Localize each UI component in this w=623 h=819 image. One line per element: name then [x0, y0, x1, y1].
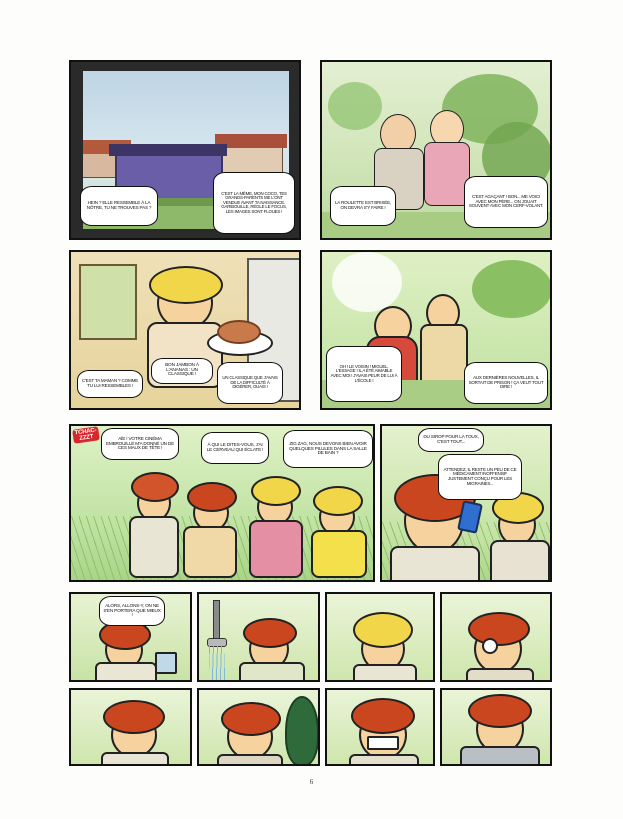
comic-panel-13: [325, 688, 435, 766]
panel8-shower-pipe: [213, 600, 220, 642]
speech-balloon: AUX DERNIÈRES NOUVELLES, IL SORTAIT DE PRISON ! ÇA VEUT TOUT DIRE !: [464, 362, 548, 404]
panel14-character-body: [460, 746, 540, 766]
speech-balloon: HEIN ? ELLE RESSEMBLE À LA NÔTRE, TU NE TROUVES PAS ?: [80, 186, 158, 226]
speech-balloon: ALORS, ALLONS-Y, ON NE S'EN PORTERA QUE MIEUX !: [99, 596, 165, 626]
page-number: 6: [309, 778, 314, 786]
comic-panel-5: [69, 424, 375, 582]
comic-panel-12: [197, 688, 320, 766]
panel11-character-body: [101, 752, 169, 766]
panel5-character1-hair: [131, 472, 179, 502]
panel3-ham: [217, 320, 261, 344]
panel13-teeth: [367, 736, 399, 750]
panel5-character3-body: [249, 520, 303, 578]
comic-panel-11: [69, 688, 192, 766]
panel4-foliage: [472, 260, 552, 318]
comic-panel-9: [325, 592, 435, 682]
speech-balloon: C'EST AGAÇANT ! BON... ME VOICI AVEC MON PÈRE... ON JOUAIT SOUVENT AVEC MON CERF-VOLANT.: [464, 176, 548, 228]
panel8-character-body: [239, 662, 305, 682]
panel5-character2-body: [183, 526, 237, 578]
comic-panel-8: [197, 592, 320, 682]
comic-panel-3: [69, 250, 301, 410]
panel14-character-hair: [468, 694, 532, 728]
panel6-character-body: [390, 546, 480, 582]
speech-balloon: ATTENDEZ, IL RESTE UN PEU DE CE MÉDICAMENT INOFFENSIF JUSTEMENT CONÇU POUR LES MIGRAINES...: [438, 454, 522, 500]
panel8-water-spray: [209, 646, 225, 680]
comic-panel-2: [320, 60, 552, 240]
speech-balloon: C'EST TA MAMAN ? COMME TU LUI RESSEMBLES !: [77, 370, 143, 398]
panel2-foliage: [328, 82, 382, 130]
speech-balloon: C'EST LA MÊME, MON COCO, TES GRANDS-PARENTS ME L'ONT VENDUE AVANT TA NAISSANCE. GARIBOUILLE, RÉGLE LE FOCUS, LES IMAGES SONT FLOUES !: [213, 172, 295, 234]
panel3-window: [79, 264, 137, 340]
panel10-monocle-icon: [482, 638, 498, 654]
comic-panel-14: [440, 688, 552, 766]
panel5-character4-body: [311, 530, 367, 578]
speech-balloon: LA ROULETTE EST BRISÉE, ON DEVRA S'Y FAIRE !: [330, 186, 396, 226]
comic-panel-6: [380, 424, 552, 582]
speech-balloon: BON JAMBON À L'ANANAS : UN CLASSIQUE !: [151, 358, 213, 384]
panel10-character-body: [466, 668, 534, 682]
comic-panel-4: [320, 250, 552, 410]
speech-balloon: UN CLASSIQUE QUE J'AVAIS DE LA DIFFICULTÉ À DIGÉRER, OUAIS !: [217, 362, 283, 404]
comic-panel-10: [440, 592, 552, 682]
panel4-cloud: [332, 252, 402, 312]
panel12-character-hair: [221, 702, 281, 736]
panel11-character-hair: [103, 700, 165, 734]
panel13-character-body: [349, 754, 419, 766]
comic-panel-1: [69, 60, 301, 240]
panel5-character4-hair: [313, 486, 363, 516]
speech-balloon: DU SIROP POUR LA TOUX, C'EST TOUT...: [418, 428, 484, 452]
panel9-character-body: [353, 664, 417, 682]
speech-balloon: OH ! LE VOISIN ! MIGUEL, L'ESSAGE ! IL A ÉTÉ AIMABLE AVEC MOI ! J'AVAIS PEUR DE LUI À L'ÉCOLE !: [326, 346, 402, 402]
speech-balloon: À QUI LE DITES-VOUS, J'AI LE CERVEAU QUI ÉCLATE !: [201, 432, 269, 464]
panel1-frame-top: [71, 62, 299, 71]
panel5-character3-hair: [251, 476, 301, 506]
panel1-garage-roof: [109, 144, 227, 156]
panel10-character-hair: [468, 612, 530, 646]
speech-balloon: ZIG ZAG, NOUS DEVONS BIEN AVOIR QUELQUES PILULES DANS LA SALLE DE BAIN ?: [283, 430, 373, 468]
panel5-character1-body: [129, 516, 179, 578]
panel8-character-hair: [243, 618, 297, 648]
speech-balloon: AÏE ! VOTRE CINÉMA EMBROUILLÉ M'A DONNÉ UN DE CES MAUX DE TÊTE !: [101, 428, 179, 460]
panel7-character-body: [95, 662, 157, 682]
sound-effect: TCHAC-ZZZT: [72, 426, 100, 443]
panel5-character2-hair: [187, 482, 237, 512]
panel3-character-hair: [149, 266, 223, 304]
panel12-character-body: [217, 754, 283, 766]
panel7-cup: [155, 652, 177, 674]
panel13-character-hair: [351, 698, 415, 734]
panel9-character-hair: [353, 612, 413, 648]
panel6-character2-body: [490, 540, 550, 582]
comic-panel-7: [69, 592, 192, 682]
panel12-conifer-tree: [285, 696, 319, 766]
